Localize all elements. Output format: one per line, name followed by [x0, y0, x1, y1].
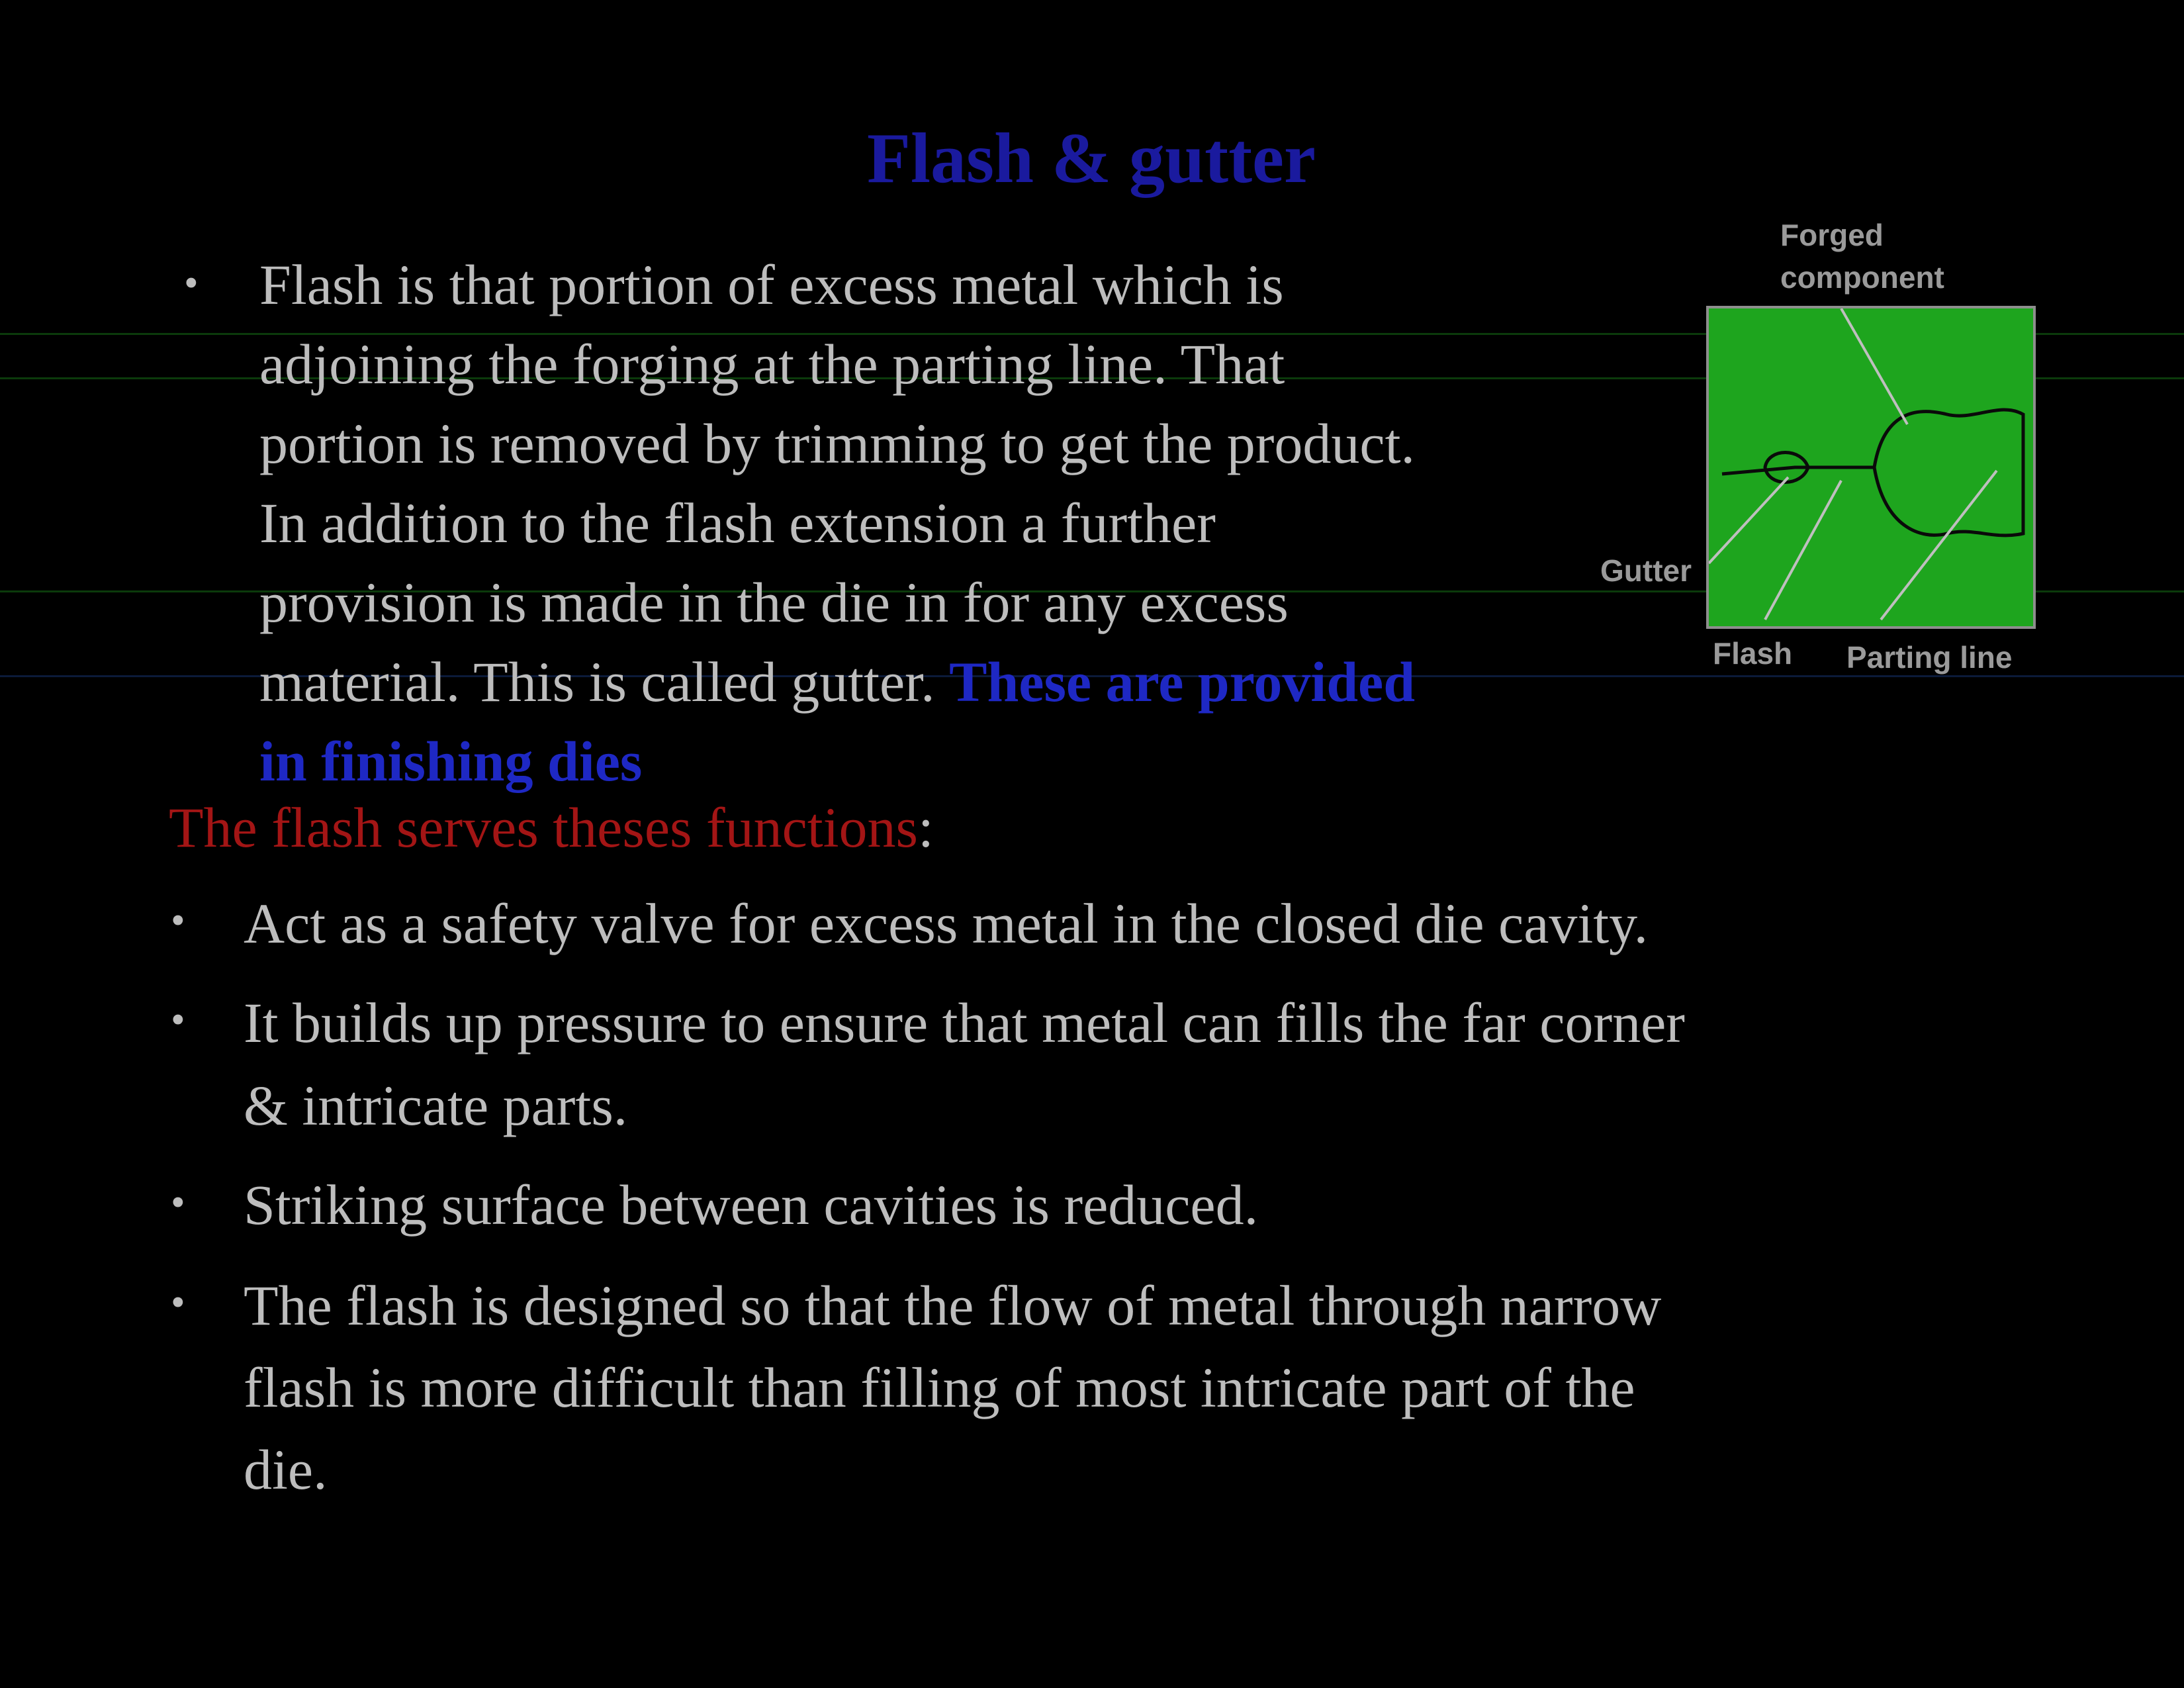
- function-item-1: Act as a safety valve for excess metal in the closed die cavity.: [244, 892, 1649, 955]
- functions-heading-text: The flash serves theses functions: [169, 796, 919, 859]
- function-bullet-2: •: [171, 998, 185, 1043]
- functions-heading-colon: :: [918, 796, 934, 859]
- function-item-3: Striking surface between cavities is reduced.: [244, 1173, 1259, 1237]
- slide-title: Flash & gutter: [867, 119, 1316, 198]
- leader-flash: [1765, 481, 1841, 620]
- parting-line-shape: [1722, 467, 1874, 474]
- intro-line-5: provision is made in the die in for any excess: [259, 571, 1289, 634]
- leader-parting: [1881, 471, 1997, 620]
- leader-forged: [1841, 308, 1907, 424]
- figure-label-component: component: [1780, 260, 1944, 295]
- figure-label-gutter: Gutter: [1600, 553, 1692, 588]
- forged-component-shape: [1874, 410, 2023, 536]
- function-item-2-line-1: It builds up pressure to ensure that metal can fills the far corner: [244, 991, 1685, 1055]
- intro-bullet: •: [184, 261, 199, 306]
- function-bullet-3: •: [171, 1180, 185, 1225]
- function-item-4-line-2: flash is more difficult than filling of most intricate part of the: [244, 1356, 1635, 1419]
- intro-line-1: Flash is that portion of excess metal which is: [259, 253, 1284, 316]
- figure-label-flash: Flash: [1713, 636, 1793, 671]
- intro-emphasis-inline: These are provided: [949, 650, 1416, 714]
- forging-diagram: [1706, 306, 2036, 629]
- intro-line-6: [259, 649, 1415, 715]
- figure-label-parting: Parting line: [1846, 640, 2013, 675]
- functions-heading: [169, 794, 934, 861]
- function-bullet-4: •: [171, 1280, 185, 1325]
- function-item-2-line-2: & intricate parts.: [244, 1074, 628, 1137]
- function-item-4-line-3: die.: [244, 1438, 328, 1501]
- function-item-4-line-1: The flash is designed so that the flow of metal through narrow: [244, 1274, 1662, 1337]
- function-bullet-1: •: [171, 898, 185, 943]
- figure-label-forged: Forged: [1780, 218, 1884, 252]
- intro-line-3: portion is removed by trimming to get the product.: [259, 412, 1415, 475]
- leader-gutter: [1709, 477, 1788, 563]
- forging-diagram-svg: [1709, 308, 2033, 626]
- intro-line-6-text: material. This is called gutter.: [259, 650, 935, 714]
- intro-line-2: adjoining the forging at the parting line. That: [259, 332, 1285, 396]
- intro-line-4: In addition to the flash extension a further: [259, 491, 1216, 555]
- intro-emphasis-line: in finishing dies: [259, 729, 643, 793]
